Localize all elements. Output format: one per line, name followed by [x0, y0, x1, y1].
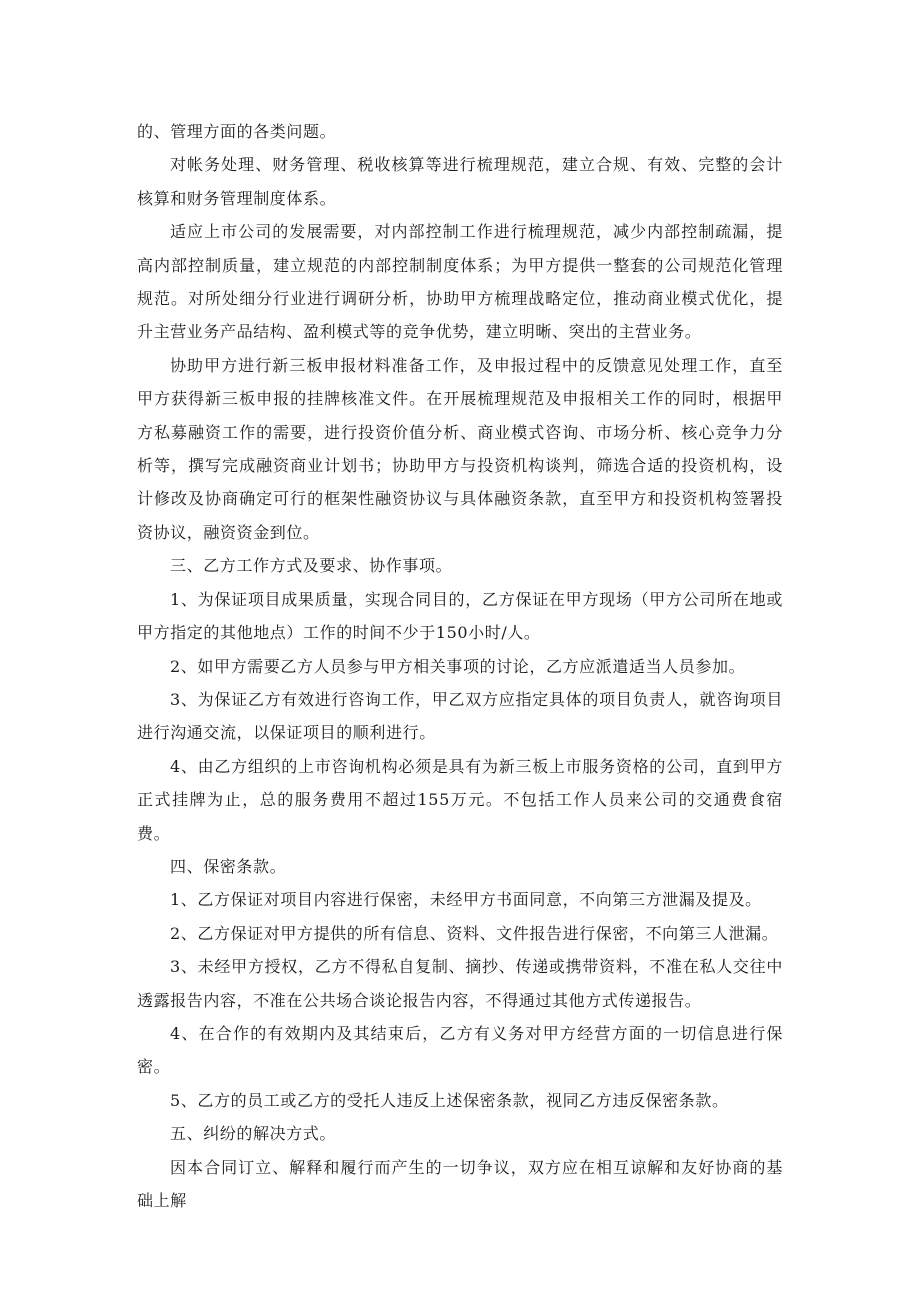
section-heading: 四、保密条款。 — [170, 856, 287, 876]
list-item: 4、在合作的有效期内及其结束后，乙方有义务对甲方经营方面的一切信息进行保密。 — [137, 1023, 783, 1077]
list-item: 5、乙方的员工或乙方的受托人违反上述保密条款，视同乙方违反保密条款。 — [170, 1090, 729, 1110]
section-heading: 五、纠纷的解决方式。 — [170, 1124, 337, 1144]
paragraph: 适应上市公司的发展需要，对内部控制工作进行梳理规范，减少内部控制疏漏，提高内部控制质量，建立规范的内部控制制度体系；为甲方提供一整套的公司规范化管理规范。对所处细分行业进行调研分析，协助甲方梳理战略定位，推动商业模式优化，提升主营业务产品结构、盈利模式等的竞争优势，建立明晰、突出的主营业务。 — [137, 222, 783, 342]
paragraph: 协助甲方进行新三板申报材料准备工作，及申报过程中的反馈意见处理工作，直至甲方获得新三板申报的挂牌核准文件。在开展梳理规范及申报相关工作的同时，根据甲方私募融资工作的需要，进行投资价值分析、商业模式咨询、市场分析、核心竞争力分析等，撰写完成融资商业计划书；协助甲方与投资机构谈判，筛选合适的投资机构，设计修改及协商确定可行的框架性融资协议与具体融资条款，直至甲方和投资机构签署投资协议，融资资金到位。 — [137, 355, 783, 542]
list-item: 2、如甲方需要乙方人员参与甲方相关事项的讨论，乙方应派遣适当人员参加。 — [170, 656, 746, 676]
section-heading: 三、乙方工作方式及要求、协作事项。 — [170, 556, 453, 576]
paragraph: 的、管理方面的各类问题。 — [137, 122, 337, 141]
list-item: 2、乙方保证对甲方提供的所有信息、资料、文件报告进行保密，不向第三人泄漏。 — [170, 923, 779, 943]
list-item: 3、为保证乙方有效进行咨询工作，甲乙双方应指定具体的项目负责人，就咨询项目进行沟通交流，以保证项目的顺利进行。 — [137, 689, 783, 743]
paragraph: 因本合同订立、解释和履行而产生的一切争议，双方应在相互谅解和友好协商的基础上解 — [137, 1157, 783, 1210]
list-item: 4、由乙方组织的上市咨询机构必须是具有为新三板上市服务资格的公司，直到甲方正式挂牌为止，总的服务费用不超过155万元。不包括工作人员来公司的交通费食宿费。 — [137, 756, 783, 843]
list-item: 3、未经甲方授权，乙方不得私自复制、摘抄、传递或携带资料，不准在私人交往中透露报告内容，不准在公共场合谈论报告内容，不得通过其他方式传递报告。 — [137, 957, 783, 1010]
list-item: 1、为保证项目成果质量，实现合同目的，乙方保证在甲方现场（甲方公司所在地或甲方指定的其他地点）工作的时间不少于150小时/人。 — [137, 589, 783, 643]
list-item: 1、乙方保证对项目内容进行保密，未经甲方书面同意，不向第三方泄漏及提及。 — [170, 890, 762, 910]
body-text — [137, 115, 783, 1217]
paragraph: 对帐务处理、财务管理、税收核算等进行梳理规范，建立合规、有效、完整的会计核算和财务管理制度体系。 — [137, 155, 783, 208]
